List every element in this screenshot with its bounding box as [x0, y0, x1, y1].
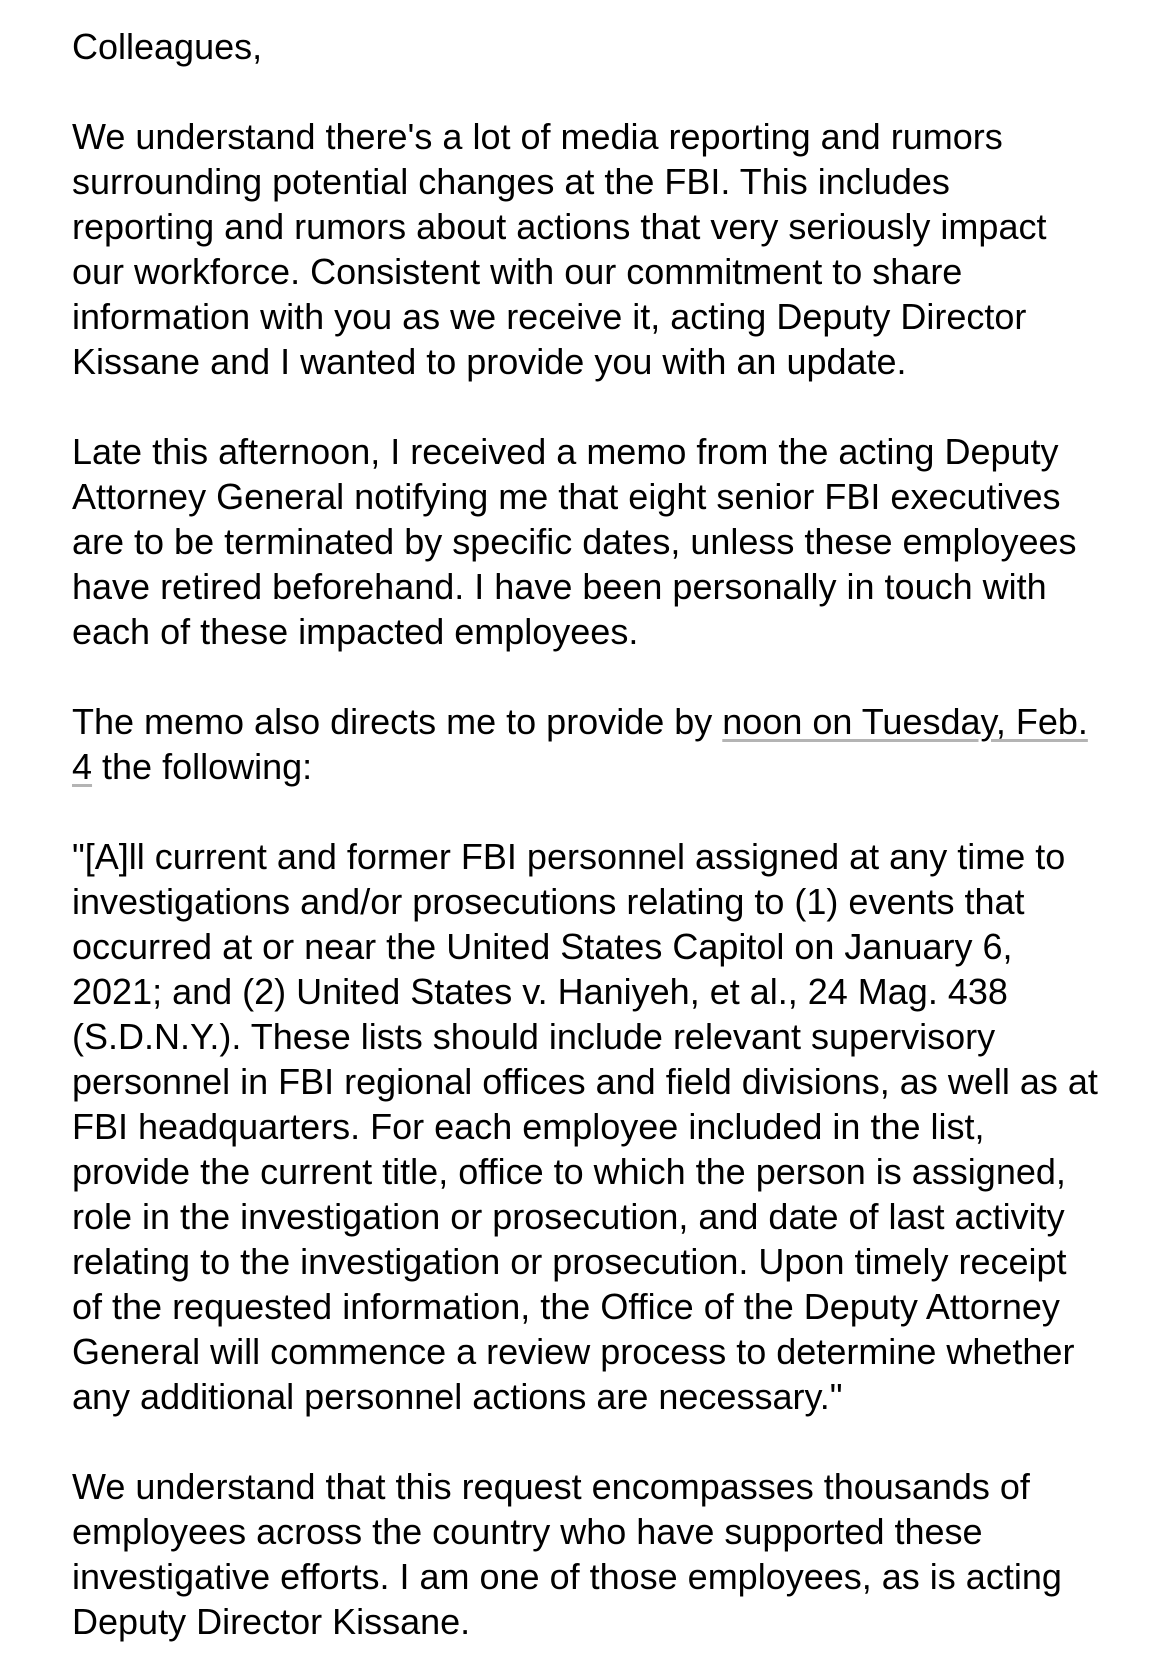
paragraph-termination-memo: Late this afternoon, I received a memo from the acting Deputy Attorney General notifying me that eight senior FBI executives are to be terminated by specific dates, unless these employees have retired beforehand. I have been personally in touch with each of these impacted employees.	[72, 431, 1077, 652]
paragraph-directive	[72, 699, 1098, 789]
paragraph-directive-prefix: The memo also directs me to provide by	[72, 701, 723, 742]
paragraph-quoted-request: "[A]ll current and former FBI personnel assigned at any time to investigations and/or prosecutions relating to (1) events that occurred at or near the United States Capitol on January 6, 2021; and (2) United States v. Haniyeh, et al., 24 Mag. 438 (S.D.N.Y.). These lists should include relevant supervisory personnel in FBI regional offices and field divisions, as well as at FBI headquarters. For each employee included in the list, provide the current title, office to which the person is assigned, role in the investigation or prosecution, and date of last activity relating to the investigation or prosecution. Upon timely receipt of the requested information, the Office of the Deputy Attorney General will commence a review process to determine whether any additional personnel actions are necessary."	[72, 836, 1098, 1417]
salutation: Colleagues,	[72, 26, 263, 67]
paragraph-scope: We understand that this request encompasses thousands of employees across the country who have supported these investigative efforts. I am one of those employees, as is acting Deputy Director Kissane.	[72, 1466, 1062, 1642]
paragraph-media-rumors: We understand there's a lot of media reporting and rumors surrounding potential changes at the FBI. This includes reporting and rumors about actions that very seriously impact our workforce. Consistent with our commitment to share information with you as we receive it, acting Deputy Director Kissane and I wanted to provide you with an update.	[72, 116, 1047, 382]
deadline-date-link[interactable]: noon on Tuesday, Feb. 4	[72, 701, 1088, 787]
paragraph-directive-suffix: the following:	[92, 746, 313, 787]
